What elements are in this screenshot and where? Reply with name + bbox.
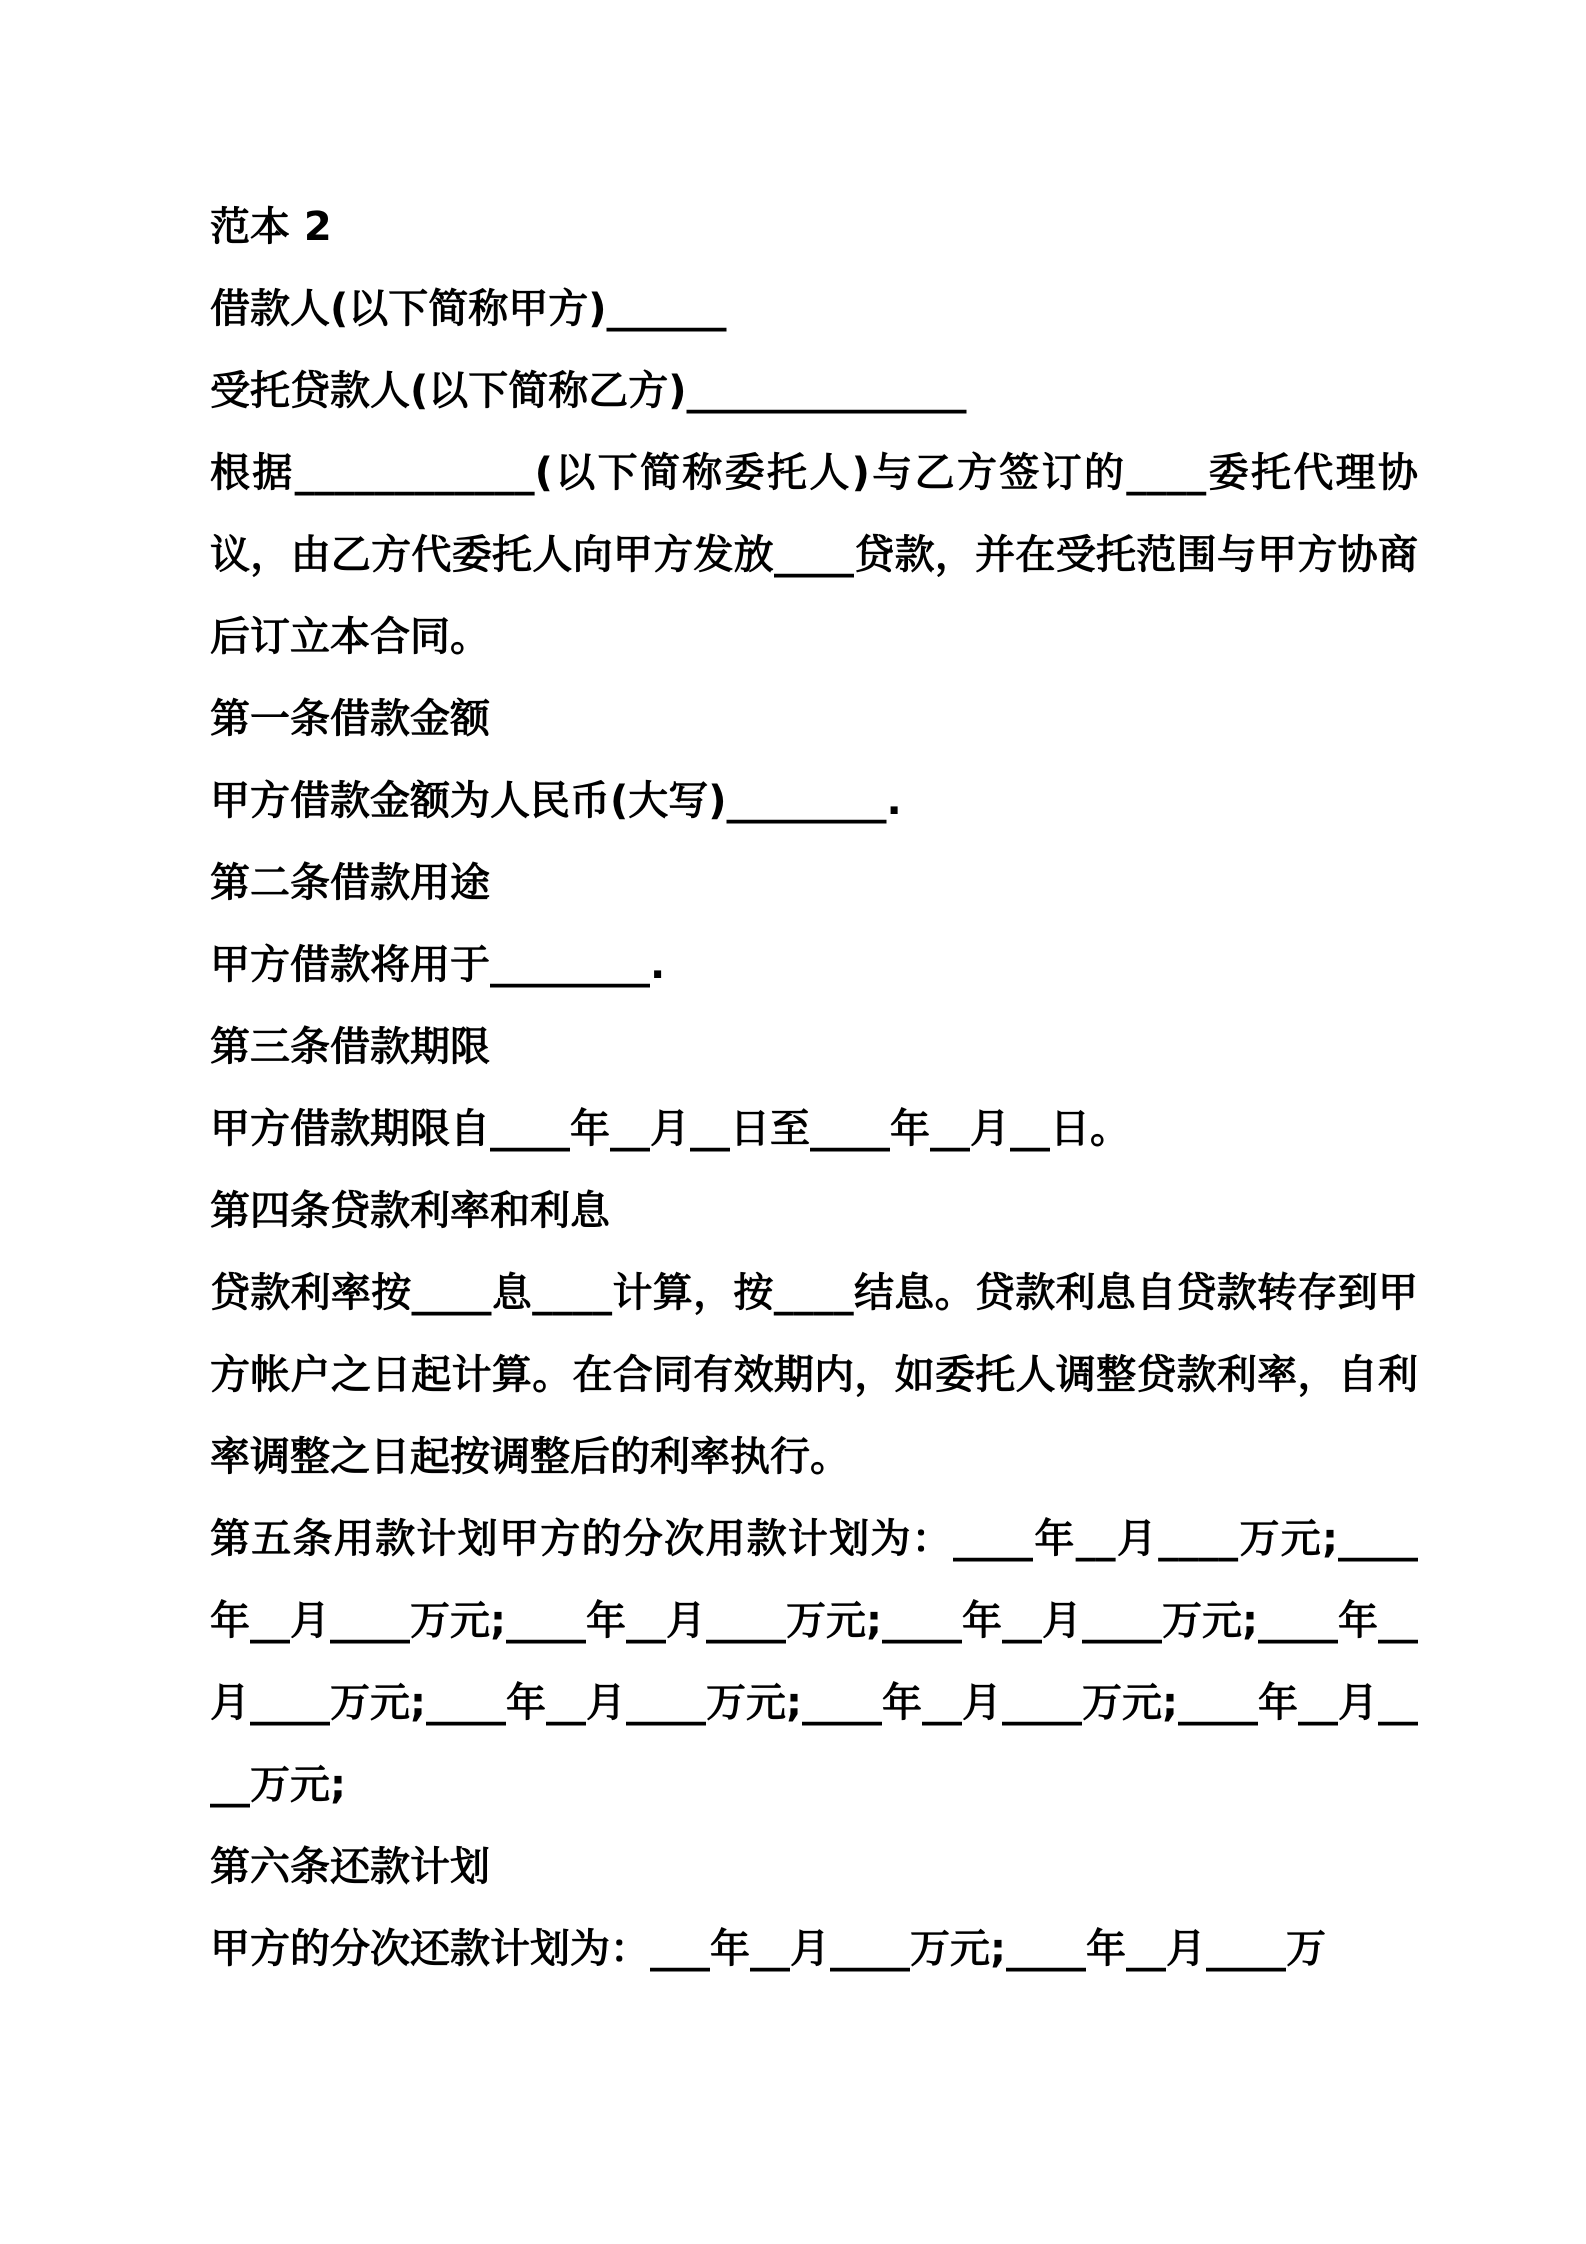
clause-5-paragraph: 第五条用款计划甲方的分次用款计划为：____年__月____万元;____年__月____万元;____年__月____万元;____年__月____万元;____年__月____万元;____年__月____万元;____年__月____万元;____年__月____万元; bbox=[210, 1516, 1418, 1808]
clause-4-heading: 第四条贷款利率和利息 bbox=[210, 1188, 610, 1234]
party-a-line: 借款人(以下简称甲方)______ bbox=[210, 286, 727, 332]
doc-version-label: 范本 2 bbox=[210, 204, 332, 250]
clause-1-body: 甲方借款金额为人民币(大写)________. bbox=[210, 778, 902, 824]
clause-2-heading: 第二条借款用途 bbox=[210, 860, 490, 906]
preamble-paragraph: 根据____________(以下简称委托人)与乙方签订的____委托代理协议，由乙方代委托人向甲方发放____贷款，并在受托范围与甲方协商后订立本合同。 bbox=[210, 450, 1418, 660]
clause-3-body: 甲方借款期限自____年__月__日至____年__月__日。 bbox=[210, 1106, 1130, 1152]
clause-4-body: 贷款利率按____息____计算，按____结息。贷款利息自贷款转存到甲方帐户之日起计算。在合同有效期内，如委托人调整贷款利率，自利率调整之日起按调整后的利率执行。 bbox=[210, 1270, 1418, 1480]
clause-1-heading: 第一条借款金额 bbox=[210, 696, 490, 742]
clause-2-body: 甲方借款将用于________. bbox=[210, 942, 666, 988]
clause-6-heading: 第六条还款计划 bbox=[210, 1844, 490, 1890]
clause-6-body: 甲方的分次还款计划为：___年__月____万元;____年__月____万 bbox=[210, 1926, 1326, 1972]
party-b-line: 受托贷款人(以下简称乙方)______________ bbox=[210, 368, 967, 414]
clause-3-heading: 第三条借款期限 bbox=[210, 1024, 490, 1070]
